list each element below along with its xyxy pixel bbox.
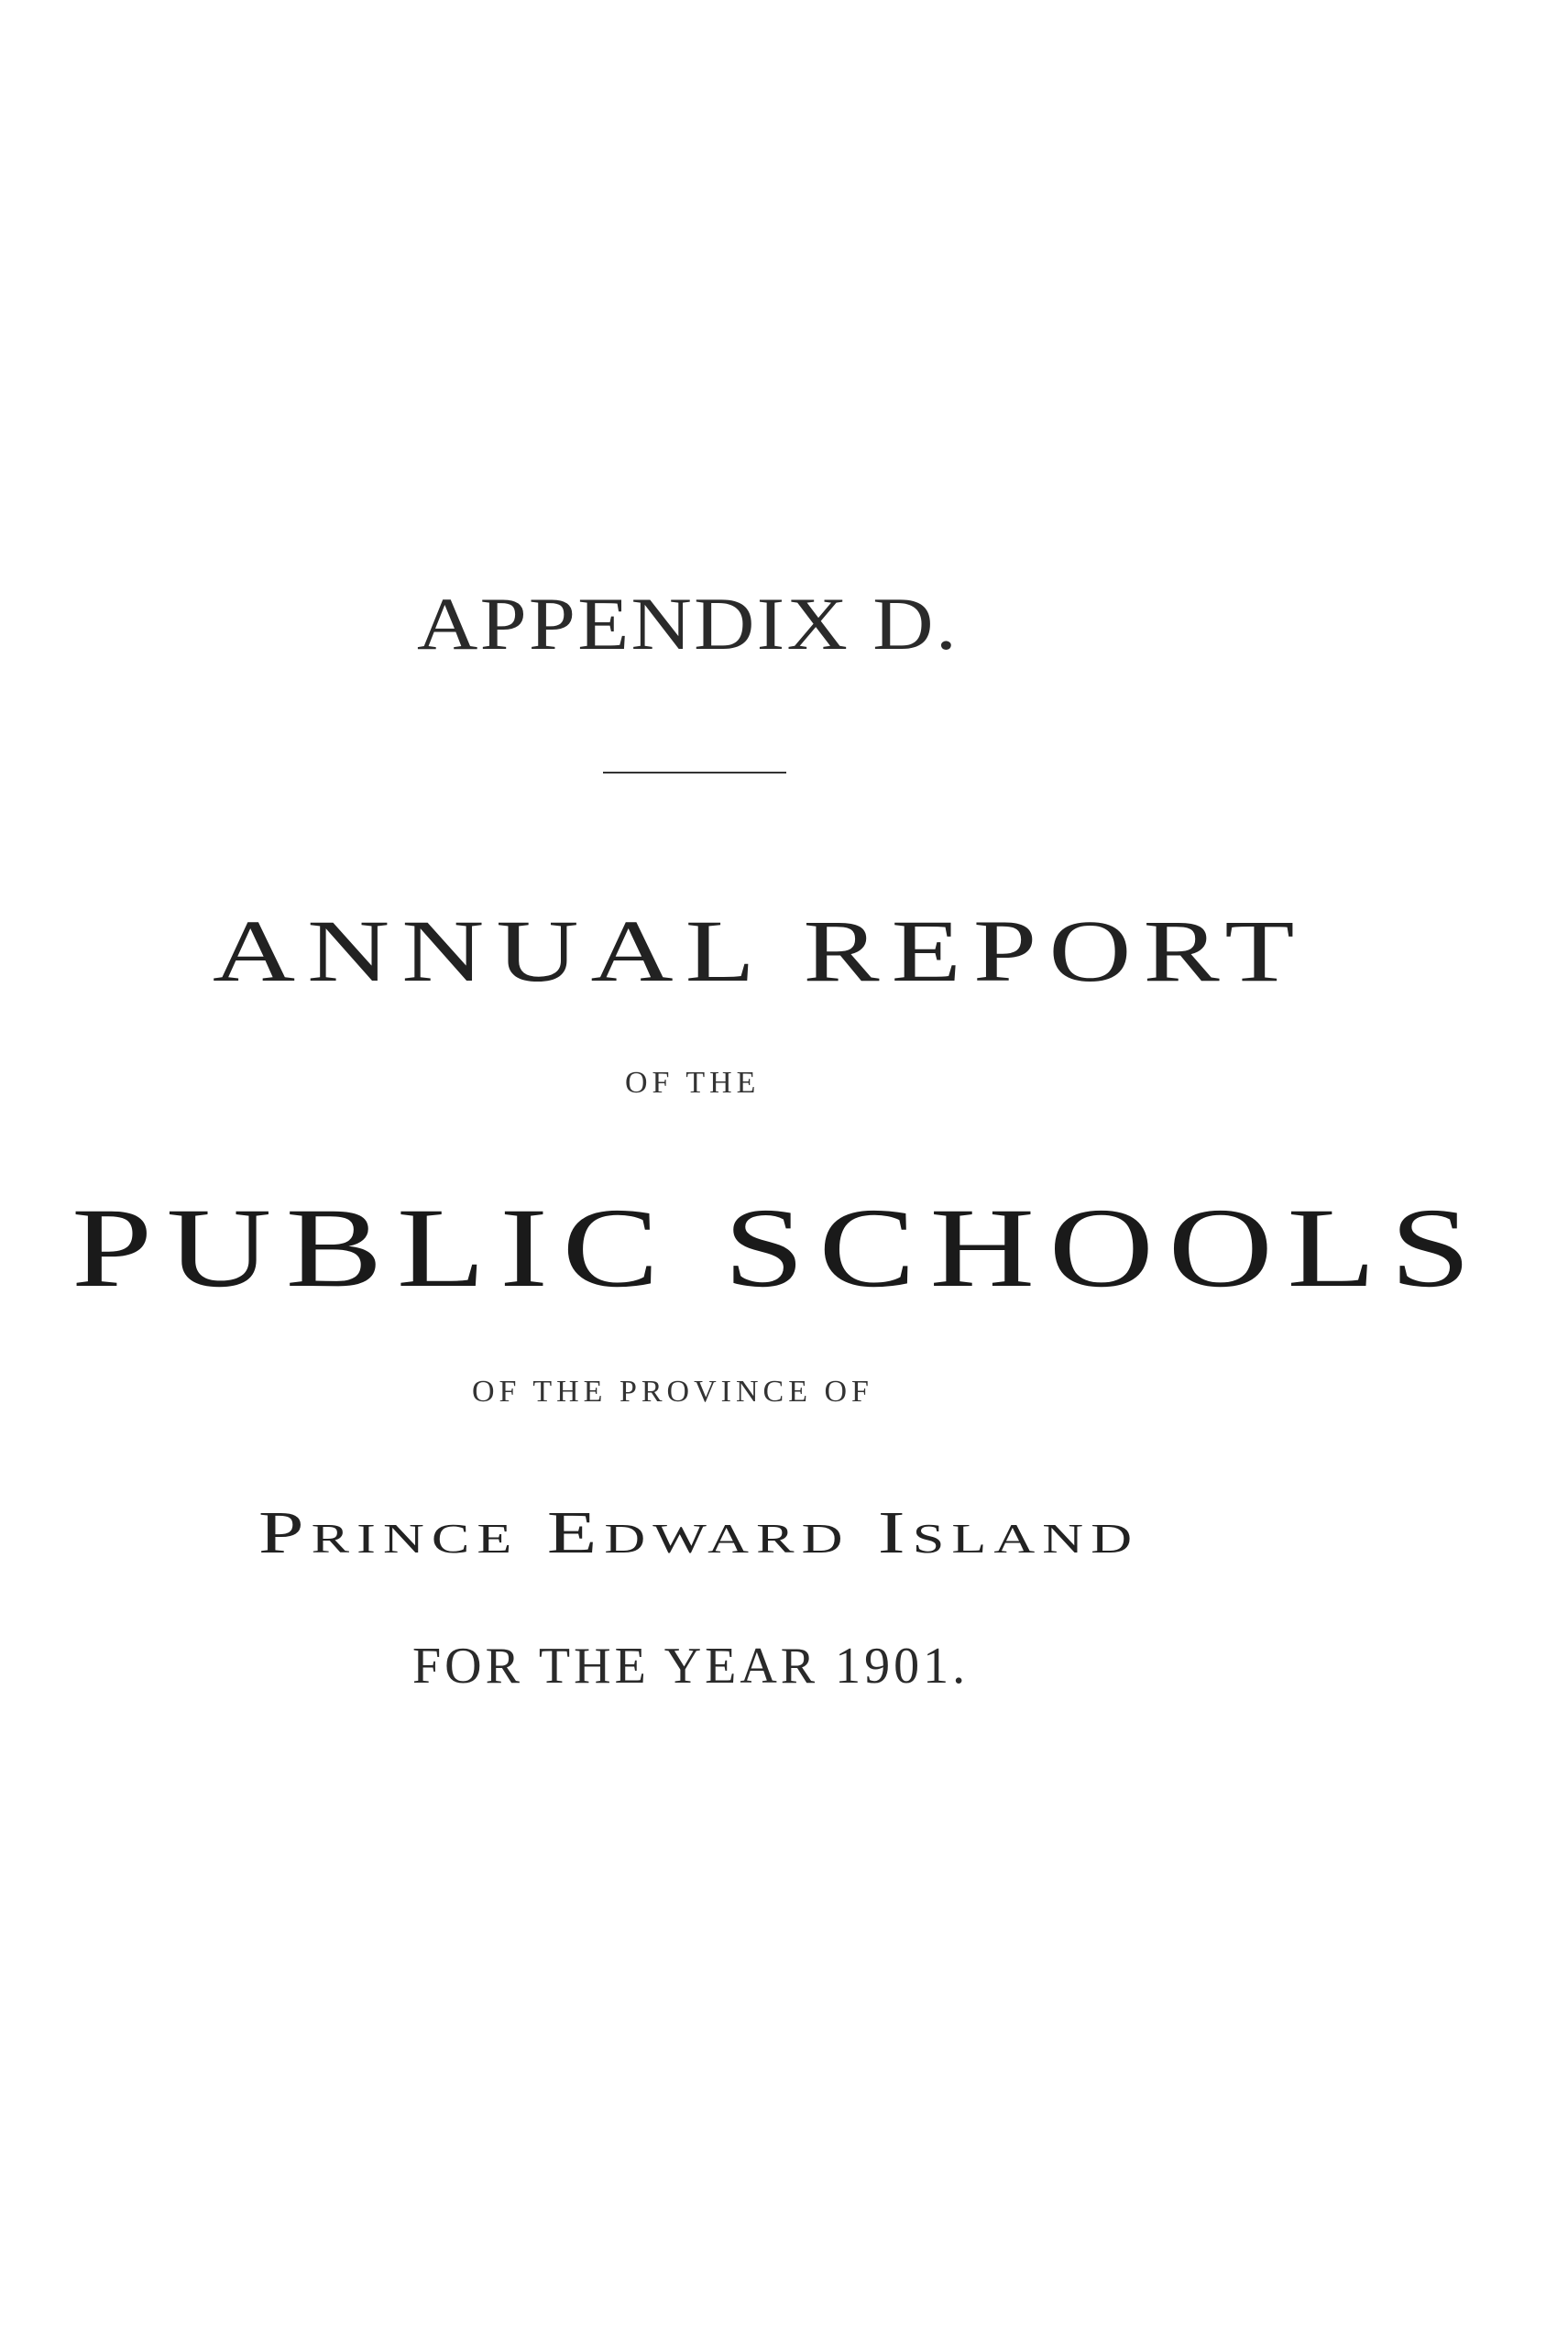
divider-rule: [603, 772, 786, 774]
connector-province-of: OF THE PROVINCE OF: [472, 1375, 873, 1409]
connector-of-the: OF THE: [625, 1066, 761, 1100]
subject-title: PUBLIC SCHOOLS: [71, 1185, 1486, 1311]
report-heading: ANNUAL REPORT: [213, 902, 1307, 1000]
province-name: Prince Edward Island: [258, 1499, 1140, 1566]
year-line: FOR THE YEAR 1901.: [412, 1638, 970, 1695]
appendix-label: APPENDIX D.: [417, 582, 959, 665]
